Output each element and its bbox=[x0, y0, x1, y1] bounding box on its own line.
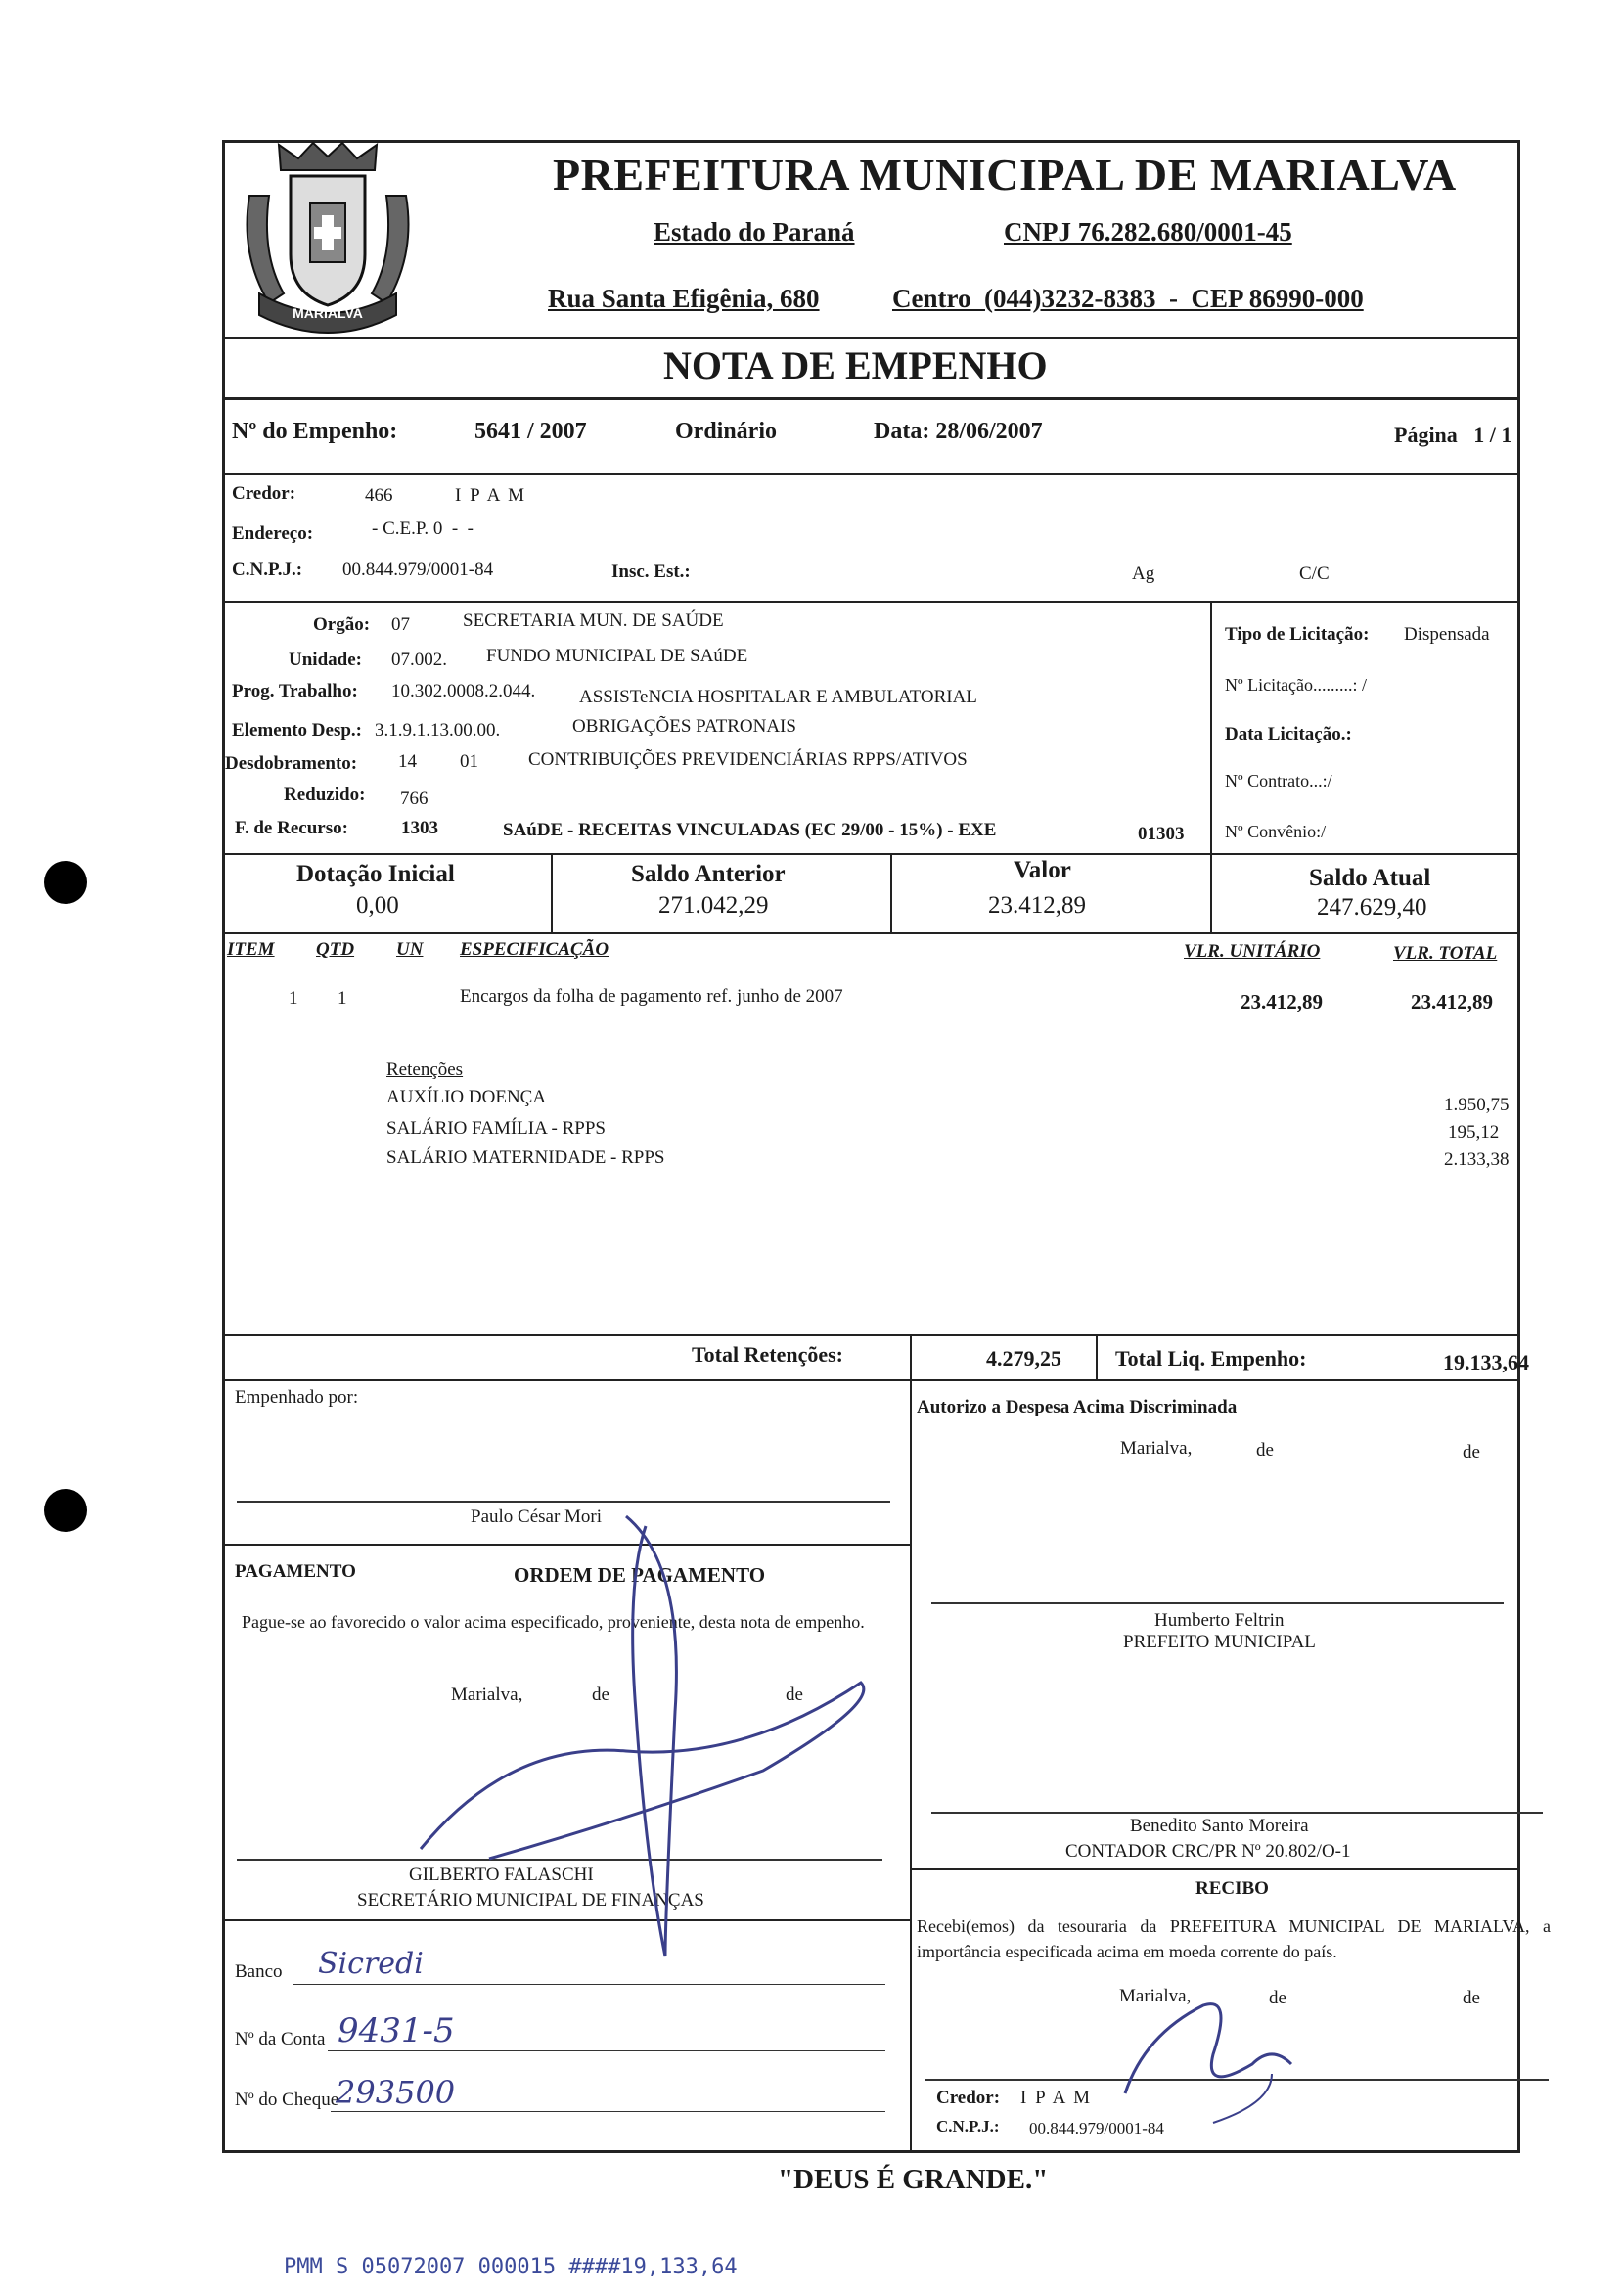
banco-label: Banco bbox=[235, 1961, 283, 1982]
pagamento-text: Pague-se ao favorecido o valor acima especificado, proveniente, desta nota de empenho. bbox=[242, 1612, 865, 1632]
elemento-label: Elemento Desp.: bbox=[232, 720, 362, 741]
credor-label: Credor: bbox=[232, 483, 296, 504]
recurso-label: F. de Recurso: bbox=[235, 818, 348, 838]
retencoes-title: Retenções bbox=[386, 1059, 464, 1080]
autorizo-de-2: de bbox=[1463, 1442, 1480, 1462]
recibo-text: Recebi(emos) da tesouraria da PREFEITURA MUNICIPAL DE MARIALVA, a importância especificada acima em moeda corrente do país. bbox=[917, 1916, 1551, 1961]
prog-trabalho-label: Prog. Trabalho: bbox=[232, 681, 358, 701]
valor-value: 23.412,89 bbox=[988, 892, 1086, 919]
signature-icon bbox=[1125, 2004, 1291, 2093]
cc-label: C/C bbox=[1299, 563, 1330, 584]
retencao-name: AUXÍLIO DOENÇA bbox=[386, 1087, 547, 1107]
empenho-label: Nº do Empenho: bbox=[232, 419, 398, 444]
autorizo-place: Marialva, bbox=[1120, 1438, 1193, 1459]
prefeito-name: Humberto Feltrin bbox=[1154, 1610, 1285, 1631]
seal-label: MARIALVA bbox=[293, 305, 363, 321]
credor-name: I P A M bbox=[455, 485, 526, 506]
reduzido-label: Reduzido: bbox=[284, 785, 366, 805]
prog-trabalho-name: ASSISTeNCIA HOSPITALAR E AMBULATORIAL bbox=[579, 687, 977, 707]
desdobramento-code: 14 bbox=[398, 751, 417, 772]
saldo-atual-label: Saldo Atual bbox=[1309, 865, 1431, 891]
signature-icon bbox=[421, 1683, 864, 1859]
credor-cnpj: 00.844.979/0001-84 bbox=[342, 560, 494, 580]
autorizo-label: Autorizo a Despesa Acima Discriminada bbox=[917, 1397, 1238, 1417]
page-title: PREFEITURA MUNICIPAL DE MARIALVA bbox=[553, 150, 1457, 200]
orgao-name: SECRETARIA MUN. DE SAÚDE bbox=[463, 610, 724, 631]
credor-code: 466 bbox=[365, 485, 393, 506]
recurso-number: 01303 bbox=[1138, 824, 1185, 844]
retencao-value: 1.950,75 bbox=[1444, 1095, 1510, 1115]
secretario-title: SECRETÁRIO MUNICIPAL DE FINANÇAS bbox=[357, 1890, 704, 1911]
signature-icon bbox=[626, 1516, 676, 1956]
empenhado-name: Paulo César Mori bbox=[471, 1506, 603, 1527]
conta-value: 9431-5 bbox=[338, 2011, 455, 2050]
unidade-name: FUNDO MUNICIPAL DE SAúDE bbox=[486, 646, 748, 666]
recibo-cnpj-label: C.N.P.J.: bbox=[936, 2117, 1000, 2136]
recibo-credor-label: Credor: bbox=[936, 2088, 1001, 2108]
header-cnpj: CNPJ 76.282.680/0001-45 bbox=[1004, 217, 1292, 247]
item-number: 1 bbox=[289, 988, 298, 1009]
ordem-pagamento-label: ORDEM DE PAGAMENTO bbox=[514, 1563, 766, 1587]
recurso-name: SAúDE - RECEITAS VINCULADAS (EC 29/00 - 15%) - EXE bbox=[503, 820, 997, 840]
total-retencoes-label: Total Retenções: bbox=[692, 1342, 843, 1367]
col-vlr-unitario: VLR. UNITÁRIO bbox=[1184, 941, 1321, 962]
banco-value: Sicredi bbox=[318, 1947, 424, 1981]
tipo-licitacao-label: Tipo de Licitação: bbox=[1225, 624, 1370, 645]
recibo-de-1: de bbox=[1269, 1988, 1286, 2008]
prog-trabalho-code: 10.302.0008.2.044. bbox=[391, 681, 536, 701]
address-label: Endereço: bbox=[232, 523, 314, 544]
state-label: Estado do Paraná bbox=[654, 217, 855, 247]
page-number: Página 1 / 1 bbox=[1394, 423, 1512, 447]
pagamento-place: Marialva, bbox=[451, 1685, 523, 1705]
retencao-name: SALÁRIO FAMÍLIA - RPPS bbox=[386, 1118, 606, 1139]
header-address: Centro (044)3232-8383 - CEP 86990-000 bbox=[892, 284, 1364, 313]
autorizo-de-1: de bbox=[1256, 1440, 1274, 1461]
valor-label: Valor bbox=[1014, 857, 1071, 883]
total-liquido-value: 19.133,64 bbox=[1443, 1350, 1529, 1374]
empenho-number: 5641 / 2007 bbox=[474, 419, 587, 444]
insc-est-label: Insc. Est.: bbox=[611, 562, 691, 582]
recibo-credor: I P A M bbox=[1020, 2088, 1092, 2108]
conta-label: Nº da Conta bbox=[235, 2029, 326, 2049]
credor-address: - C.E.P. 0 - - bbox=[372, 518, 474, 539]
retencao-name: SALÁRIO MATERNIDADE - RPPS bbox=[386, 1147, 665, 1168]
col-especificacao: ESPECIFICAÇÃO bbox=[460, 939, 609, 960]
motto: "DEUS É GRANDE." bbox=[778, 2164, 1049, 2195]
dotacao-value: 0,00 bbox=[356, 892, 399, 919]
elemento-code: 3.1.9.1.13.00.00. bbox=[375, 720, 501, 741]
saldo-anterior-label: Saldo Anterior bbox=[631, 861, 786, 887]
empenho-type: Ordinário bbox=[675, 419, 778, 444]
col-vlr-total: VLR. TOTAL bbox=[1393, 943, 1498, 964]
recibo-title: RECIBO bbox=[1195, 1878, 1269, 1899]
item-unit-value: 23.412,89 bbox=[1241, 990, 1323, 1013]
col-qtd: QTD bbox=[316, 939, 355, 960]
pagamento-label: PAGAMENTO bbox=[235, 1561, 356, 1582]
unidade-label: Unidade: bbox=[289, 650, 362, 670]
contador-title: CONTADOR CRC/PR Nº 20.802/O-1 bbox=[1065, 1841, 1351, 1862]
empenho-date: Data: 28/06/2007 bbox=[874, 419, 1043, 444]
secretario-name: GILBERTO FALASCHI bbox=[409, 1865, 594, 1885]
pagamento-de-2: de bbox=[786, 1685, 803, 1705]
desdobramento-label: Desdobramento: bbox=[225, 753, 358, 774]
prefeito-title: PREFEITO MUNICIPAL bbox=[1123, 1632, 1316, 1652]
recurso-code: 1303 bbox=[401, 818, 438, 838]
retencao-value: 2.133,38 bbox=[1444, 1149, 1510, 1170]
tipo-licitacao-value: Dispensada bbox=[1404, 624, 1490, 645]
dotacao-label: Dotação Inicial bbox=[296, 861, 455, 887]
item-qtd: 1 bbox=[338, 988, 347, 1009]
saldo-anterior-value: 271.042,29 bbox=[658, 892, 769, 919]
reduzido-value: 766 bbox=[400, 788, 429, 809]
payment-stamp: PMM S 05072007 000015 ####19,133,64 bbox=[284, 2255, 738, 2279]
licitacao-number: Nº Licitação.........: / bbox=[1225, 675, 1368, 695]
recibo-de-2: de bbox=[1463, 1988, 1480, 2008]
credor-cnpj-label: C.N.P.J.: bbox=[232, 560, 303, 580]
total-retencoes-value: 4.279,25 bbox=[986, 1346, 1061, 1371]
recibo-cnpj: 00.844.979/0001-84 bbox=[1029, 2119, 1164, 2137]
orgao-label: Orgão: bbox=[313, 614, 371, 635]
desdobramento-name: CONTRIBUIÇÕES PREVIDENCIÁRIAS RPPS/ATIVOS bbox=[528, 749, 968, 770]
total-liquido-label: Total Liq. Empenho: bbox=[1115, 1346, 1307, 1371]
convenio-number: Nº Convênio:/ bbox=[1225, 822, 1327, 841]
cheque-label: Nº do Cheque bbox=[235, 2090, 339, 2110]
saldo-atual-value: 247.629,40 bbox=[1317, 894, 1427, 921]
retencao-value: 195,12 bbox=[1448, 1122, 1500, 1143]
desdobramento-sub: 01 bbox=[460, 751, 478, 772]
empenhado-label: Empenhado por: bbox=[235, 1387, 359, 1408]
contrato-number: Nº Contrato...:/ bbox=[1225, 771, 1332, 790]
elemento-name: OBRIGAÇÕES PATRONAIS bbox=[572, 716, 796, 737]
cheque-value: 293500 bbox=[336, 2074, 456, 2111]
recibo-place: Marialva, bbox=[1119, 1986, 1192, 2006]
col-item: ITEM bbox=[227, 939, 275, 960]
pagamento-de-1: de bbox=[592, 1685, 609, 1705]
signature-icon bbox=[1213, 2074, 1272, 2123]
contador-name: Benedito Santo Moreira bbox=[1130, 1816, 1309, 1836]
licitacao-date: Data Licitação.: bbox=[1225, 724, 1352, 744]
document-type-title: NOTA DE EMPENHO bbox=[663, 343, 1048, 387]
orgao-code: 07 bbox=[391, 614, 410, 635]
item-description: Encargos da folha de pagamento ref. junho de 2007 bbox=[460, 986, 843, 1007]
ag-label: Ag bbox=[1132, 563, 1155, 584]
unidade-code: 07.002. bbox=[391, 650, 447, 670]
item-total-value: 23.412,89 bbox=[1411, 990, 1493, 1013]
header-street: Rua Santa Efigênia, 680 bbox=[548, 284, 820, 313]
col-un: UN bbox=[396, 939, 424, 960]
